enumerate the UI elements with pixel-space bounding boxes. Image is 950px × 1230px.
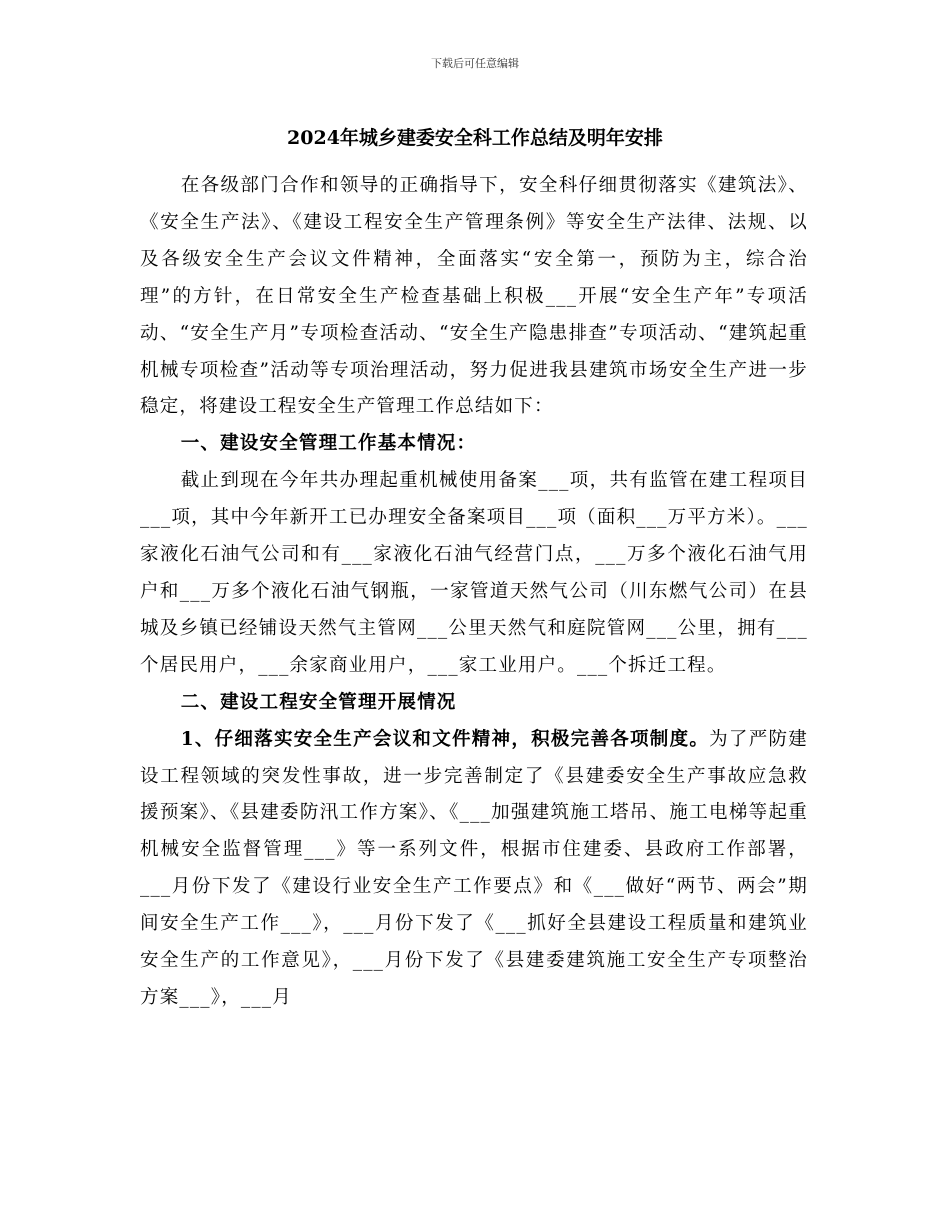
document-body xyxy=(140,168,808,1017)
section-heading-basic-situation: 一、建设安全管理工作基本情况： xyxy=(180,433,477,455)
situation-paragraph: 截止到现在今年共办理起重机械使用备案___项，共有监管在建工程项目___项，其中今年新开工已办理安全备案项目___项（面积___万平方米）。___家液化石油气公司和有___家液化石油气经营门点，___万多个液化石油气用户和___万多个液化石油气钢瓶，一家管道天然气公司（川东燃气公司）在县城及乡镇已经铺设天然气主管网___公里天然气和庭院管网___公里，拥有___个居民用户，___余家商业用户，___家工业用户。___个拆迁工程。 xyxy=(140,470,808,676)
document-title: 2024年城乡建委安全科工作总结及明年安排 xyxy=(287,127,663,149)
intro-paragraph: 在各级部门合作和领导的正确指导下，安全科仔细贯彻落实《建筑法》、《安全生产法》、《建设工程安全生产管理条例》等安全生产法律、法规、以及各级安全生产会议文件精神，全面落实“安全第一，预防为主，综合治理”的方针，在日常安全生产检查基础上积极___开展“安全生产年”专项活动、“安全生产月”专项检查活动、“安全生产隐患排查”专项活动、“建筑起重机械专项检查”活动等专项治理活动，努力促进我县建筑市场安全生产进一步稳定，将建设工程安全生产管理工作总结如下： xyxy=(140,175,808,418)
item1-paragraph xyxy=(140,722,808,1017)
header-note: 下载后可任意编辑 xyxy=(431,57,519,70)
item1-text: 为了严防建设工程领域的突发性事故，进一步完善制定了《县建委安全生产事故应急救援预案》、《县建委防汛工作方案》、《___加强建筑施工塔吊、施工电梯等起重机械安全监督管理___》等一系列文件，根据市住建委、县政府工作部署，___月份下发了《建设行业安全生产工作要点》和《___做好“两节、两会”期间安全生产工作___》，___月份下发了《___抓好全县建设工程质量和建筑业安全生产的工作意见》，___月份下发了《县建委建筑施工安全生产专项整治方案___》，___月 xyxy=(140,728,808,1008)
section-heading-management: 二、建设工程安全管理开展情况 xyxy=(180,691,457,713)
item1-lead: 1、仔细落实安全生产会议和文件精神，积极完善各项制度。 xyxy=(180,728,710,750)
